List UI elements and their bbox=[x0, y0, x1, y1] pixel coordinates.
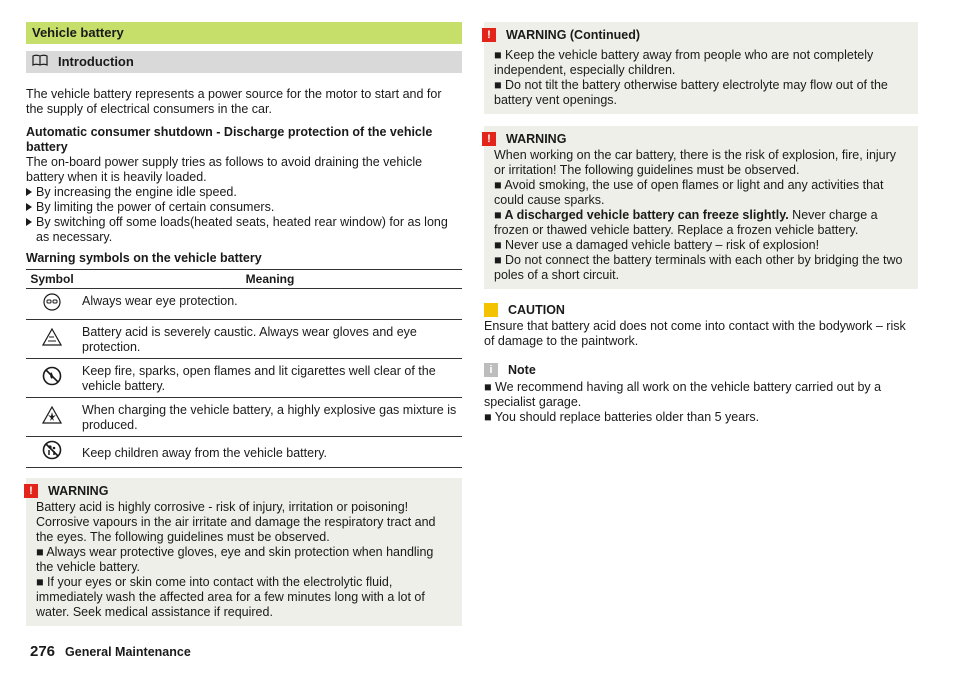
warning-icon: ! bbox=[24, 484, 38, 498]
caution-text: Ensure that battery acid does not come into contact with the bodywork – risk of damage to the paintwork. bbox=[484, 319, 906, 348]
warning-text: ■ Keep the vehicle battery away from people who are not completely independent, especially children. bbox=[494, 48, 874, 77]
auto-shutdown-text: The on-board power supply tries as follows to avoid draining the vehicle battery when it is heavily loaded. bbox=[26, 155, 423, 184]
warning-text: ■ Do not tilt the battery otherwise battery electrolyte may flow out of the battery vent openings. bbox=[494, 78, 888, 107]
warning-symbols-table bbox=[26, 269, 462, 468]
table-row bbox=[26, 437, 462, 468]
warning-box bbox=[26, 478, 462, 626]
page-number: 276 bbox=[30, 643, 56, 660]
table-cell: Always wear eye protection. bbox=[78, 289, 462, 320]
book-icon bbox=[32, 51, 48, 73]
column-header: Symbol bbox=[26, 270, 78, 289]
subsection-title-bar bbox=[26, 51, 462, 73]
warning-title: ! WARNING bbox=[26, 484, 452, 498]
table-row bbox=[26, 398, 462, 437]
intro-paragraph: The vehicle battery represents a power source for the motor to start and for the supply of electrical consumers in the car. bbox=[26, 87, 442, 116]
arrow-bullet-icon bbox=[26, 218, 32, 226]
right-column bbox=[484, 22, 918, 425]
warning-title: ! WARNING (Continued) bbox=[484, 28, 908, 42]
info-icon: i bbox=[484, 363, 498, 377]
warning-text: Battery acid is highly corrosive - risk of injury, irritation or poisoning! Corrosive vapours in the air irritate and damage the respiratory tract and the eyes. The following guidelines must be observed. bbox=[36, 500, 436, 544]
caution-icon bbox=[484, 303, 498, 317]
note-text: ■ You should replace batteries older than 5 years. bbox=[484, 410, 760, 424]
warning-icon: ! bbox=[482, 28, 496, 42]
warning-text: ■ Do not connect the battery terminals with each other by bridging the two poles of a short circuit. bbox=[494, 253, 903, 282]
auto-shutdown-heading: Automatic consumer shutdown - Discharge protection of the vehicle battery bbox=[26, 125, 433, 154]
warning-text: ■ Never use a damaged vehicle battery – risk of explosion! bbox=[494, 238, 820, 252]
caution-box bbox=[484, 303, 918, 349]
warning-text: When working on the car battery, there is the risk of explosion, fire, injury or irritation! The following guidelines must be observed. bbox=[494, 148, 897, 177]
table-heading: Warning symbols on the vehicle battery bbox=[26, 251, 262, 265]
keep-children-away-icon bbox=[42, 449, 62, 463]
list-item: By increasing the engine idle speed. bbox=[26, 185, 462, 200]
table-cell: Keep children away from the vehicle battery. bbox=[78, 437, 462, 468]
arrow-bullet-icon bbox=[26, 203, 32, 211]
warning-text: ■ Always wear protective gloves, eye and skin protection when handling the vehicle battery. bbox=[36, 545, 434, 574]
table-cell: When charging the vehicle battery, a highly explosive gas mixture is produced. bbox=[78, 398, 462, 437]
warning-continued-box bbox=[484, 22, 918, 114]
caution-title: CAUTION bbox=[484, 303, 918, 317]
column-header: Meaning bbox=[78, 270, 462, 289]
warning-text: ■ A discharged vehicle battery can freeze slightly. Never charge a frozen or thawed vehicle battery. Replace a frozen vehicle battery. bbox=[494, 208, 878, 237]
arrow-bullet-icon bbox=[26, 188, 32, 196]
note-text: ■ We recommend having all work on the vehicle battery carried out by a specialist garage. bbox=[484, 380, 882, 409]
subsection-title: Introduction bbox=[58, 54, 134, 69]
list-item: By switching off some loads(heated seats, heated rear window) for as long as necessary. bbox=[26, 215, 462, 245]
left-column bbox=[26, 22, 462, 626]
note-box bbox=[484, 363, 918, 425]
section-title: Vehicle battery bbox=[26, 22, 462, 44]
warning-text: ■ Avoid smoking, the use of open flames or light and any activities that could cause sparks. bbox=[494, 178, 884, 207]
explosive-gas-icon bbox=[42, 413, 62, 427]
table-row bbox=[26, 320, 462, 359]
warning-icon: ! bbox=[482, 132, 496, 146]
warning-title: ! WARNING bbox=[484, 132, 908, 146]
table-header-row bbox=[26, 270, 462, 289]
warning-box bbox=[484, 126, 918, 289]
table-cell: Battery acid is severely caustic. Always wear gloves and eye protection. bbox=[78, 320, 462, 359]
warning-text: ■ If your eyes or skin come into contact with the electrolytic fluid, immediately wash the affected area for a few minutes long with a lot of water. Seek medical assistance if required. bbox=[36, 575, 425, 619]
no-fire-icon bbox=[42, 375, 62, 389]
note-title: i Note bbox=[484, 363, 918, 377]
table-row bbox=[26, 289, 462, 320]
page-footer bbox=[30, 644, 191, 660]
eye-protection-icon bbox=[43, 300, 61, 314]
table-row bbox=[26, 359, 462, 398]
list-item: By limiting the power of certain consumers. bbox=[26, 200, 462, 215]
table-cell: Keep fire, sparks, open flames and lit cigarettes well clear of the vehicle battery. bbox=[78, 359, 462, 398]
caustic-acid-icon bbox=[42, 335, 62, 349]
chapter-title: General Maintenance bbox=[65, 645, 191, 659]
